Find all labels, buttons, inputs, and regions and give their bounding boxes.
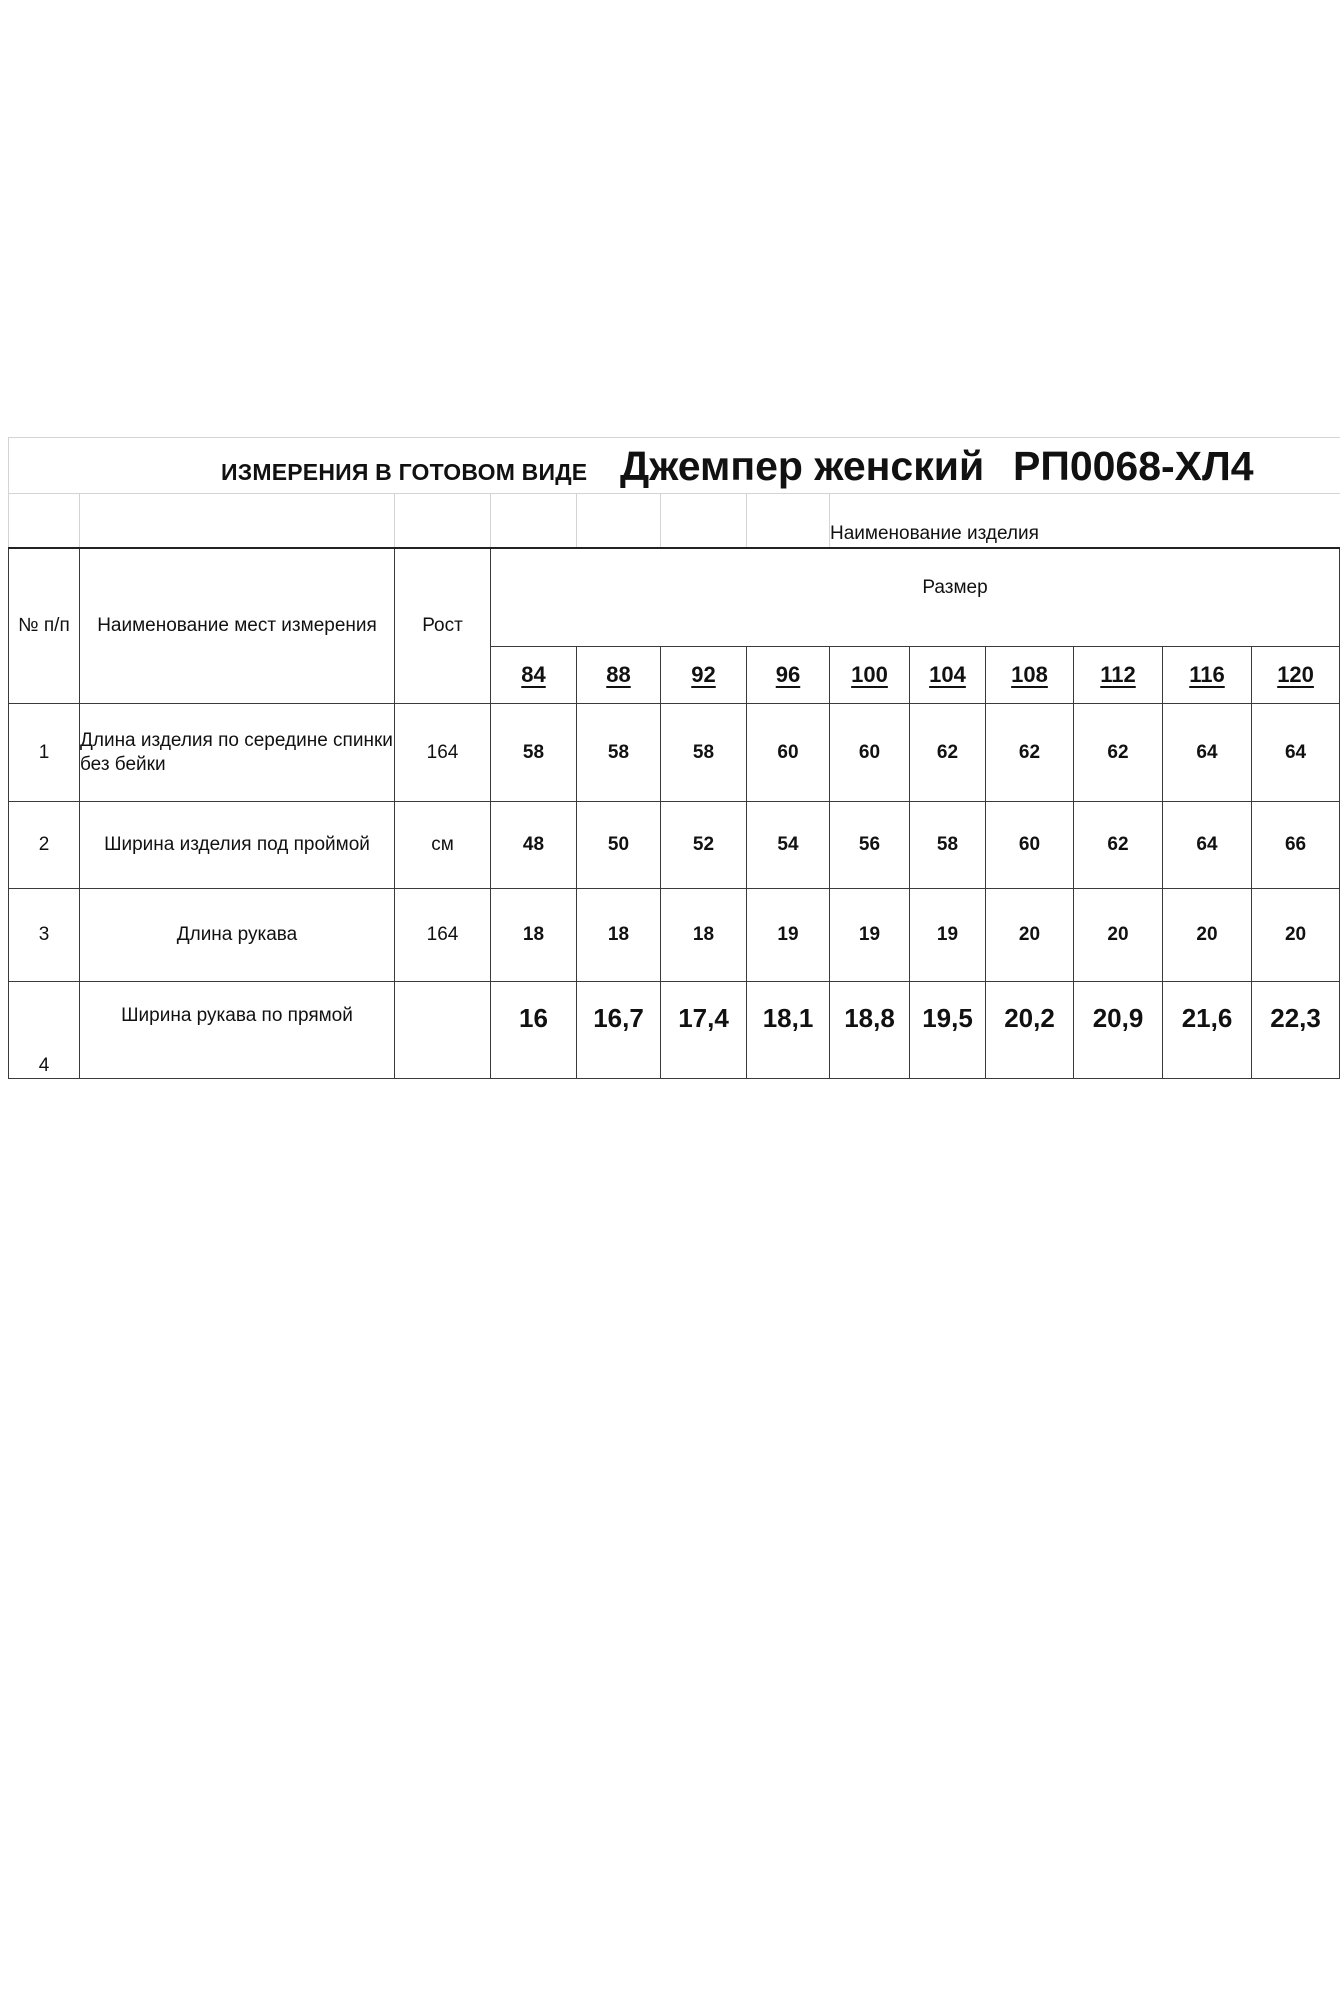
- size-value: 19: [910, 889, 986, 982]
- size-value: 50: [577, 802, 661, 889]
- size-value: 54: [747, 802, 830, 889]
- size-value: 60: [747, 704, 830, 802]
- header-place: Наименование мест измерения: [80, 548, 395, 704]
- size-value: 20: [1252, 889, 1340, 982]
- size-value: 18,1: [747, 982, 830, 1079]
- measurements-title: ИЗМЕРЕНИЯ В ГОТОВОМ ВИДЕ: [221, 459, 588, 485]
- size-col-header: 108: [986, 647, 1074, 704]
- product-code: РП0068-ХЛ4: [1013, 443, 1254, 489]
- product-name-label: Наименование изделия: [830, 523, 1039, 544]
- size-value: 58: [910, 802, 986, 889]
- header-row: [9, 548, 1340, 647]
- size-col-header: 100: [830, 647, 910, 704]
- size-value: 19: [747, 889, 830, 982]
- size-value: 58: [491, 704, 577, 802]
- size-value: 58: [577, 704, 661, 802]
- table-row: [9, 704, 1340, 802]
- header-size: Размер: [491, 548, 1340, 647]
- height-value: 164: [395, 704, 491, 802]
- row-number: 3: [9, 889, 80, 982]
- size-value: 64: [1163, 704, 1252, 802]
- size-value: 21,6: [1163, 982, 1252, 1079]
- size-value: 18: [577, 889, 661, 982]
- size-value: 20: [986, 889, 1074, 982]
- header-height: Рост: [395, 548, 491, 704]
- size-value: 58: [661, 704, 747, 802]
- size-value: 20,2: [986, 982, 1074, 1079]
- size-value: 20,9: [1074, 982, 1163, 1079]
- measurement-table: [8, 437, 1340, 1079]
- size-value: 20: [1163, 889, 1252, 982]
- size-col-header: 88: [577, 647, 661, 704]
- size-value: 66: [1252, 802, 1340, 889]
- size-value: 62: [986, 704, 1074, 802]
- measurement-name: Длина изделия по середине спинки без бейки: [80, 704, 395, 802]
- size-col-header: 120: [1252, 647, 1340, 704]
- table-row: [9, 982, 1340, 1079]
- product-title: Джемпер женский: [620, 443, 985, 489]
- measurement-name: Ширина рукава по прямой: [80, 982, 395, 1079]
- height-value: [395, 982, 491, 1079]
- measurement-name: Длина рукава: [80, 889, 395, 982]
- size-col-header: 92: [661, 647, 747, 704]
- row-number: 1: [9, 704, 80, 802]
- table-row: [9, 802, 1340, 889]
- size-value: 64: [1252, 704, 1340, 802]
- table-row: [9, 889, 1340, 982]
- product-name-row: [9, 494, 1340, 549]
- size-value: 19: [830, 889, 910, 982]
- header-number: № п/п: [9, 548, 80, 704]
- measurement-sheet: [8, 437, 1333, 1077]
- title-row: [9, 438, 1340, 494]
- size-col-header: 116: [1163, 647, 1252, 704]
- size-value: 20: [1074, 889, 1163, 982]
- size-col-header: 96: [747, 647, 830, 704]
- size-value: 17,4: [661, 982, 747, 1079]
- size-value: 62: [1074, 704, 1163, 802]
- measurement-name: Ширина изделия под проймой: [80, 802, 395, 889]
- size-value: 16,7: [577, 982, 661, 1079]
- size-value: 52: [661, 802, 747, 889]
- size-value: 19,5: [910, 982, 986, 1079]
- row-number: 2: [9, 802, 80, 889]
- size-col-header: 104: [910, 647, 986, 704]
- row-number: 4: [9, 982, 80, 1079]
- size-value: 60: [830, 704, 910, 802]
- size-value: 60: [986, 802, 1074, 889]
- size-value: 22,3: [1252, 982, 1340, 1079]
- size-value: 62: [910, 704, 986, 802]
- size-col-header: 112: [1074, 647, 1163, 704]
- size-value: 56: [830, 802, 910, 889]
- size-value: 18: [491, 889, 577, 982]
- height-value: 164: [395, 889, 491, 982]
- height-value: см: [395, 802, 491, 889]
- size-value: 64: [1163, 802, 1252, 889]
- size-value: 62: [1074, 802, 1163, 889]
- size-col-header: 84: [491, 647, 577, 704]
- size-value: 48: [491, 802, 577, 889]
- size-value: 18,8: [830, 982, 910, 1079]
- size-value: 18: [661, 889, 747, 982]
- size-value: 16: [491, 982, 577, 1079]
